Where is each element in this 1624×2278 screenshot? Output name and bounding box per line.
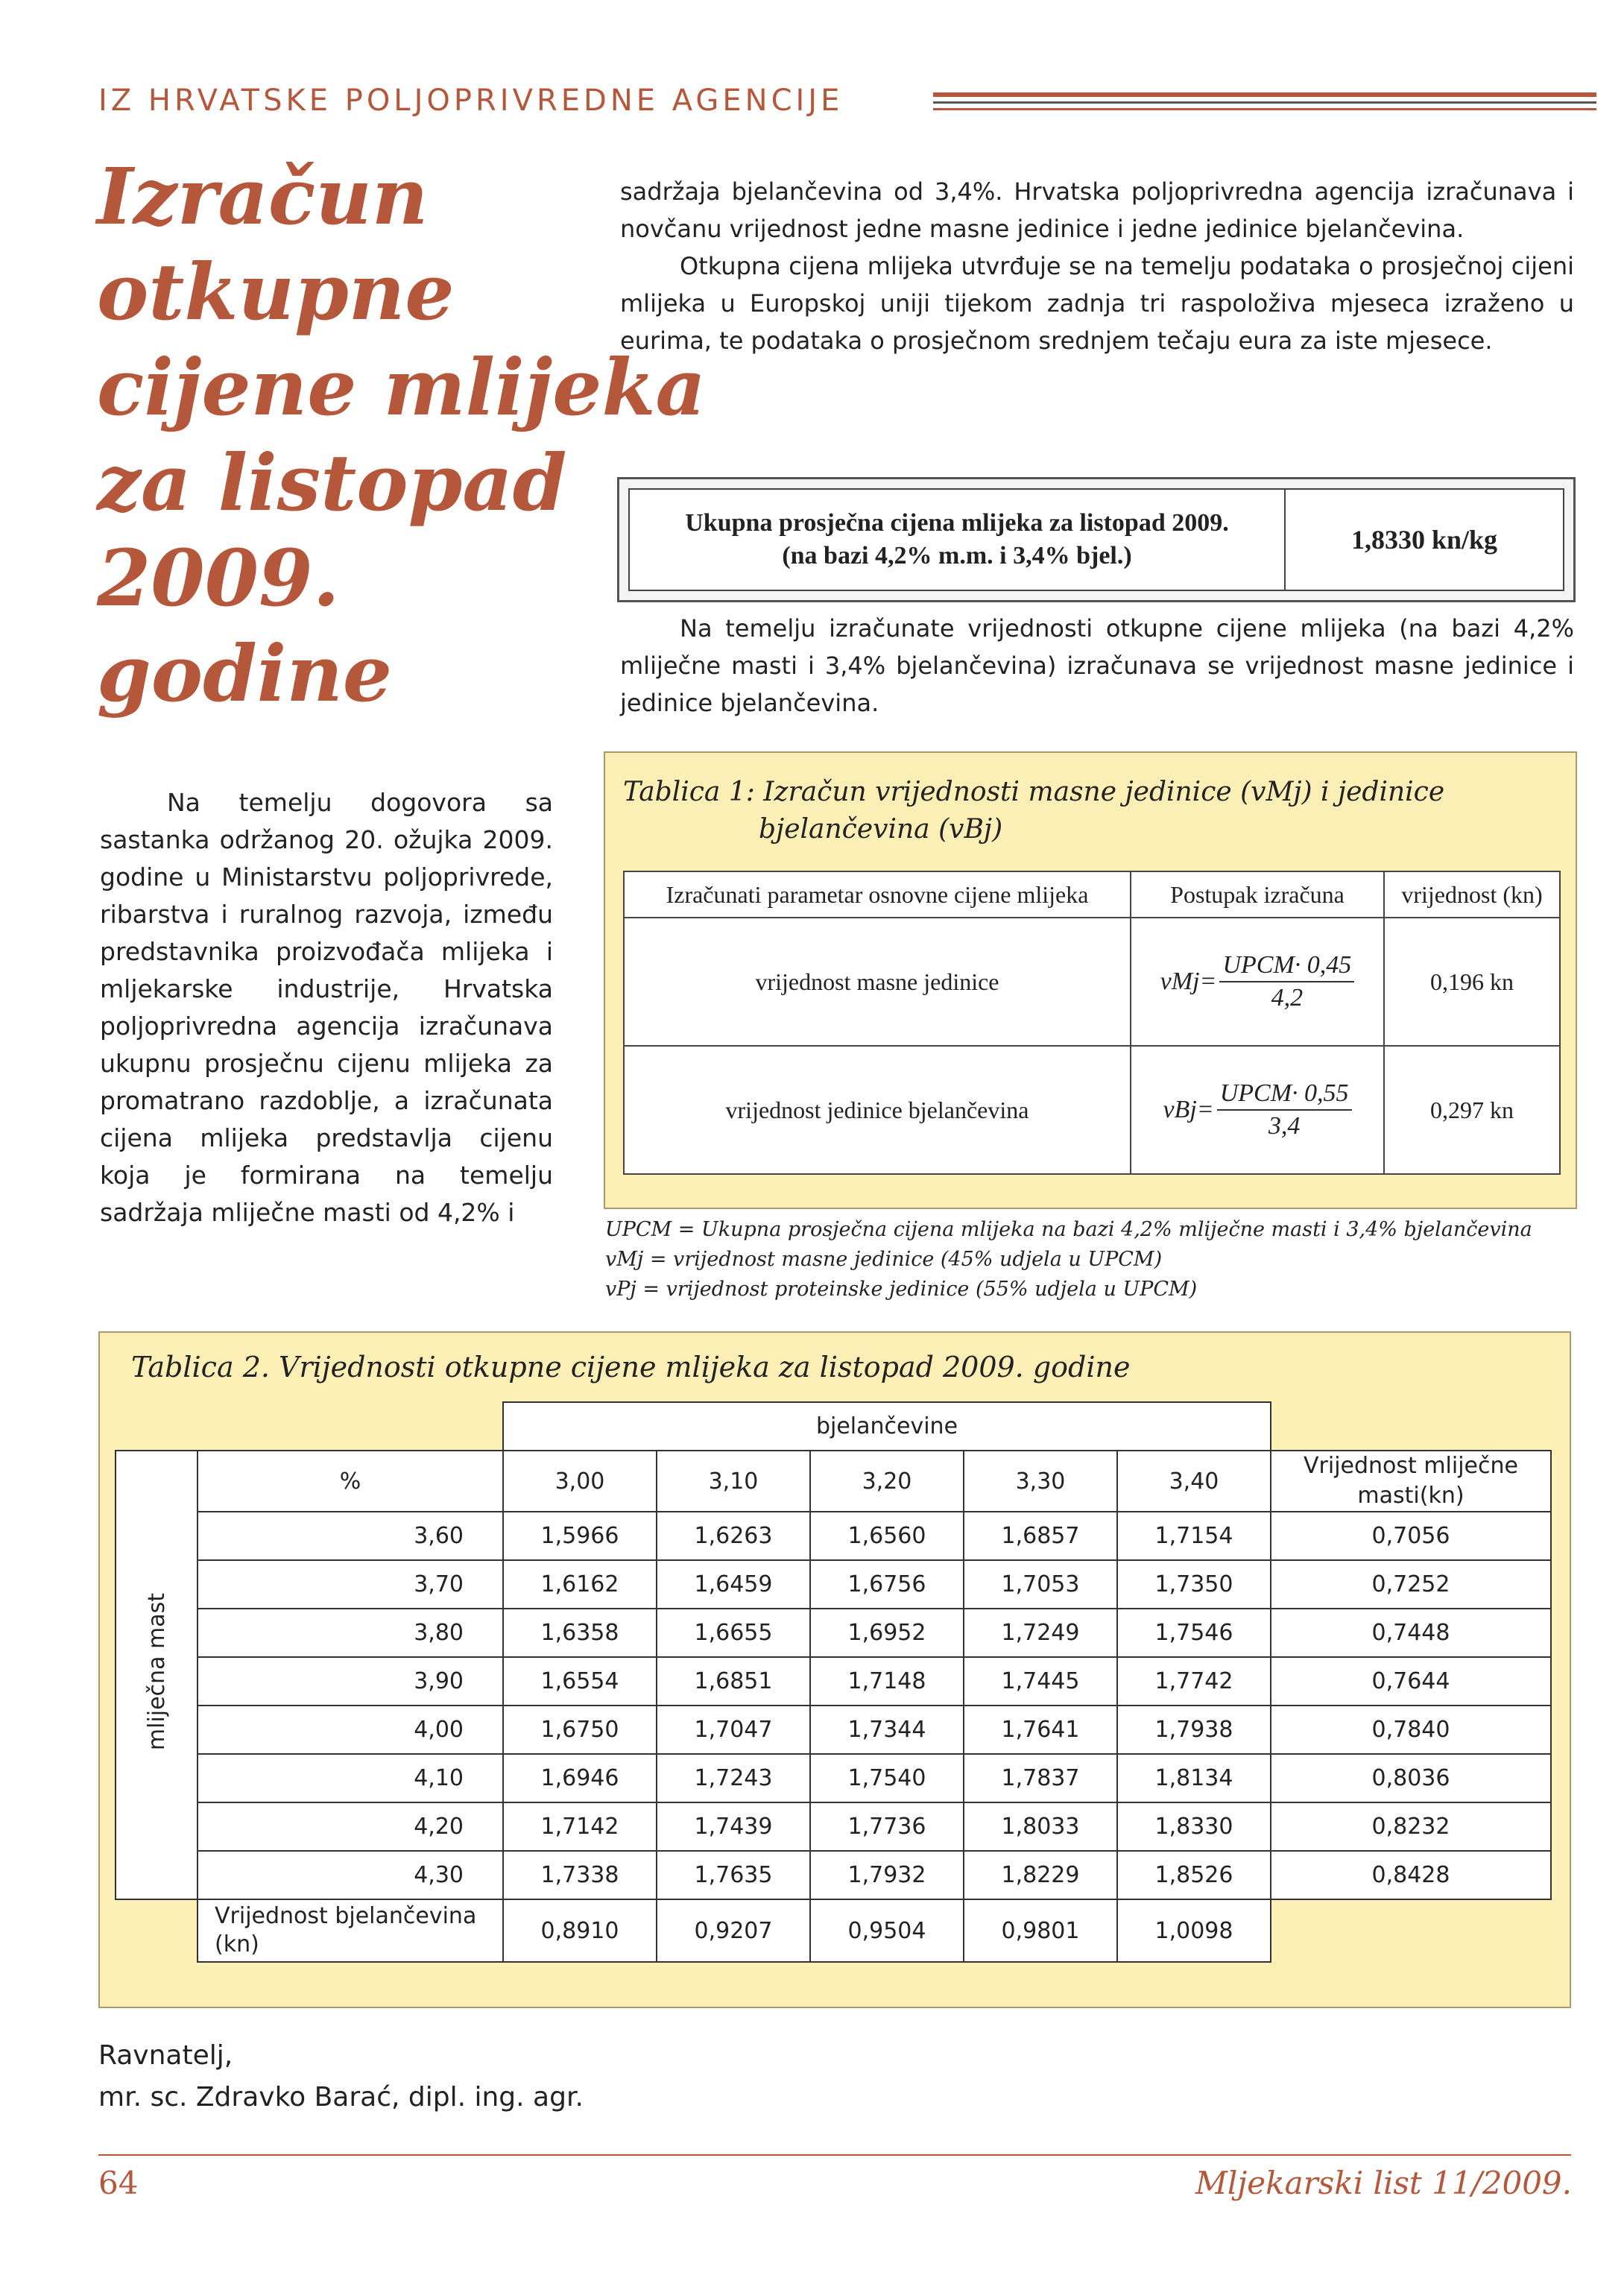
formula-fraction: [1219, 951, 1354, 1012]
protein-col-header: 3,10: [657, 1451, 810, 1512]
table-row: [116, 1899, 1551, 1962]
price-cell: 1,6952: [810, 1609, 964, 1657]
table1-legend: [605, 1215, 1574, 1304]
table1-panel: [604, 751, 1577, 1209]
fat-row-label: 3,80: [198, 1609, 503, 1657]
total-price-box: [617, 477, 1576, 602]
section-title: IZ HRVATSKE POLJOPRIVREDNE AGENCIJE: [98, 83, 844, 118]
fat-row-label: 3,70: [198, 1560, 503, 1609]
price-cell: 1,8330: [1117, 1802, 1271, 1851]
legend-line: vPj = vrijednost proteinske jedinice (55% udjela u UPCM): [605, 1278, 1198, 1301]
price-cell: 1,6756: [810, 1560, 964, 1609]
fat-value-cell: 0,7448: [1271, 1609, 1551, 1657]
fat-side-label-text: mliječna mast: [143, 1593, 170, 1751]
legend-line: UPCM = Ukupna prosječna cijena mlijeka na bazi 4,2% mliječne masti i 3,4% bjelančevina: [605, 1218, 1532, 1241]
price-cell: 1,6655: [657, 1609, 810, 1657]
price-cell: 1,8134: [1117, 1754, 1271, 1802]
paragraph-continuation: sadržaja bjelančevina od 3,4%. Hrvatska poljoprivredna agencija izračunava i novčanu vrijednost jedne masne jedinice i jedne jedinice bjelančevina.: [620, 177, 1574, 243]
table2-title: Tablica 2. Vrijednosti otkupne cijene mlijeka za listopad 2009. godine: [131, 1351, 1131, 1383]
blank-cell: [116, 1899, 198, 1962]
price-cell: 1,6851: [657, 1657, 810, 1706]
fat-row-label: 4,10: [198, 1754, 503, 1802]
protein-value-cell: 0,9801: [964, 1899, 1117, 1962]
table1-title: [623, 774, 1555, 848]
price-cell: 1,6857: [964, 1512, 1117, 1560]
fat-value-cell: 0,7840: [1271, 1706, 1551, 1754]
price-cell: 1,7641: [964, 1706, 1117, 1754]
price-cell: 1,8229: [964, 1851, 1117, 1899]
price-cell: 1,6162: [503, 1560, 657, 1609]
protein-group-header: bjelančevine: [503, 1402, 1271, 1451]
table-header-row: [624, 871, 1560, 918]
blank-cell: [1271, 1402, 1551, 1451]
body-paragraph: [620, 173, 1574, 359]
intro-paragraph: Na temelju dogovora sa sastanka održanog 20. ožujka 2009. godine u Ministarstvu poljoprivrede, ribarstva i ruralnog razvoja, između predstavnika proizvođača mlijeka i mljekarske industrije, Hrvatska poljoprivredna agencija izračunava ukupnu prosječnu cijenu mlijeka za promatrano razdoblje, a izračunata cijena mlijeka predstavlja cijenu koja je formirana na temelju sadržaja mliječne masti od 4,2% i: [100, 788, 553, 1227]
page-number: 64: [98, 2165, 139, 2201]
table-row: [116, 1560, 1551, 1609]
formula: [1163, 1079, 1351, 1140]
formula-numerator: UPCM· 0,45: [1219, 951, 1354, 982]
article-title: [97, 149, 706, 722]
protein-col-header: 3,20: [810, 1451, 964, 1512]
table1-title-line2: bjelančevina (vBj): [759, 814, 1003, 845]
fat-row-label: 3,60: [198, 1512, 503, 1560]
formula-lhs: vMj=: [1160, 968, 1217, 995]
fat-side-label: [116, 1451, 198, 1899]
protein-col-header: 3,00: [503, 1451, 657, 1512]
table-row: [116, 1754, 1551, 1802]
price-cell: 1,8526: [1117, 1851, 1271, 1899]
price-cell: 1,7837: [964, 1754, 1117, 1802]
fat-value-cell: 0,7644: [1271, 1657, 1551, 1706]
protein-value-cell: 0,9504: [810, 1899, 964, 1962]
price-cell: 1,5966: [503, 1512, 657, 1560]
header-rule: [933, 101, 1596, 104]
table1-title-line1: Tablica 1: Izračun vrijednosti masne jedinice (vMj) i jedinice: [623, 777, 1445, 807]
protein-value-cell: 1,0098: [1117, 1899, 1271, 1962]
price-cell: 1,7243: [657, 1754, 810, 1802]
paragraph-indented: Otkupna cijena mlijeka utvrđuje se na temelju podataka o prosječnoj cijeni mlijeka u Europskoj uniji tijekom zadnja tri raspoloživa mjeseca izraženo u eurima, te podataka o prosječnom srednjem tečaju eura za iste mjesece.: [620, 252, 1574, 355]
table-row: [116, 1802, 1551, 1851]
protein-col-header: 3,40: [1117, 1451, 1271, 1512]
title-line: Izračun: [97, 151, 429, 242]
table1: [623, 871, 1561, 1175]
table1-value: 0,297 kn: [1384, 1046, 1560, 1174]
table-row: [624, 1046, 1560, 1174]
table-row: [116, 1851, 1551, 1899]
footer-rule: [98, 2154, 1571, 2156]
price-cell: 1,6560: [810, 1512, 964, 1560]
price-cell: 1,6750: [503, 1706, 657, 1754]
blank-cell: [116, 1402, 198, 1451]
title-line: za listopad: [97, 437, 567, 529]
formula-denominator: 4,2: [1271, 984, 1304, 1012]
table-header-row: [116, 1451, 1551, 1512]
protein-value-label: Vrijednost bjelančevina (kn): [198, 1899, 503, 1962]
price-cell: 1,7932: [810, 1851, 964, 1899]
table1-param: vrijednost masne jedinice: [624, 918, 1131, 1046]
table1-formula: [1131, 1046, 1384, 1174]
title-line: godine: [97, 628, 393, 719]
price-cell: 1,6946: [503, 1754, 657, 1802]
title-line: 2009.: [97, 532, 340, 624]
publication-title: Mljekarski list 11/2009.: [1195, 2165, 1572, 2201]
price-cell: 1,6459: [657, 1560, 810, 1609]
price-cell: 1,6554: [503, 1657, 657, 1706]
fat-row-label: 4,30: [198, 1851, 503, 1899]
price-cell: 1,7142: [503, 1802, 657, 1851]
table-row: [116, 1609, 1551, 1657]
fat-value-cell: 0,8036: [1271, 1754, 1551, 1802]
fat-value-cell: 0,8232: [1271, 1802, 1551, 1851]
table-row: [116, 1512, 1551, 1560]
protein-value-cell: 0,8910: [503, 1899, 657, 1962]
price-cell: 1,6263: [657, 1512, 810, 1560]
price-cell: 1,7154: [1117, 1512, 1271, 1560]
body-paragraph: Na temelju izračunate vrijednosti otkupne cijene mlijeka (na bazi 4,2% mliječne masti i 3,4% bjelančevina) izračunava se vrijednost masne jedinice i jedinice bjelančevina.: [620, 614, 1574, 717]
price-cell: 1,7439: [657, 1802, 810, 1851]
fat-value-cell: 0,7056: [1271, 1512, 1551, 1560]
table1-header: Postupak izračuna: [1131, 871, 1384, 918]
section-header: [98, 83, 1596, 121]
price-cell: 1,7053: [964, 1560, 1117, 1609]
header-rule: [933, 92, 1596, 97]
price-cell: 1,7344: [810, 1706, 964, 1754]
price-cell: 1,7047: [657, 1706, 810, 1754]
price-cell: 1,7148: [810, 1657, 964, 1706]
price-cell: 1,7249: [964, 1609, 1117, 1657]
price-cell: 1,7540: [810, 1754, 964, 1802]
price-cell: 1,7938: [1117, 1706, 1271, 1754]
signature-name: mr. sc. Zdravko Barać, dipl. ing. agr.: [98, 2082, 584, 2113]
price-cell: 1,7445: [964, 1657, 1117, 1706]
signature-block: [98, 2035, 584, 2118]
fat-row-label: 4,00: [198, 1706, 503, 1754]
header-rule: [933, 108, 1596, 110]
title-line: otkupne: [97, 246, 455, 338]
blank-cell: [1271, 1899, 1551, 1962]
price-cell: 1,8033: [964, 1802, 1117, 1851]
price-cell: 1,7742: [1117, 1657, 1271, 1706]
total-price-table: [628, 488, 1564, 591]
table1-formula: [1131, 918, 1384, 1046]
total-price-label: [630, 490, 1286, 590]
table1-header: Izračunati parametar osnovne cijene mlijeka: [624, 871, 1131, 918]
price-cell: 1,7736: [810, 1802, 964, 1851]
total-price-label-line1: Ukupna prosječna cijena mlijeka za listopad 2009.: [685, 509, 1229, 537]
fat-value-cell: 0,8428: [1271, 1851, 1551, 1899]
table-header-row: [116, 1402, 1551, 1451]
price-cell: 1,7350: [1117, 1560, 1271, 1609]
fat-value-cell: 0,7252: [1271, 1560, 1551, 1609]
fat-row-label: 4,20: [198, 1802, 503, 1851]
price-cell: 1,7635: [657, 1851, 810, 1899]
fat-value-header: Vrijednost mliječne masti(kn): [1271, 1451, 1551, 1512]
protein-col-header: 3,30: [964, 1451, 1117, 1512]
table1-value: 0,196 kn: [1384, 918, 1560, 1046]
total-price-label-line2: (na bazi 4,2% m.m. i 3,4% bjel.): [782, 542, 1132, 570]
table-row: [116, 1657, 1551, 1706]
total-price-value: 1,8330 kn/kg: [1350, 525, 1498, 555]
price-cell: 1,7546: [1117, 1609, 1271, 1657]
formula: [1160, 951, 1355, 1012]
formula-lhs: vBj=: [1163, 1096, 1214, 1123]
price-cell: 1,7338: [503, 1851, 657, 1899]
table2-panel: [98, 1331, 1571, 2008]
signature-role: Ravnatelj,: [98, 2040, 233, 2071]
blank-cell: [198, 1402, 503, 1451]
table2: [115, 1401, 1552, 1963]
percent-corner: %: [198, 1451, 503, 1512]
formula-numerator: UPCM· 0,55: [1217, 1079, 1352, 1111]
formula-denominator: 3,4: [1268, 1112, 1301, 1140]
protein-value-cell: 0,9207: [657, 1899, 810, 1962]
title-line: cijene mlijeka: [97, 341, 706, 433]
table-row: [624, 918, 1560, 1046]
legend-line: vMj = vrijednost masne jedinice (45% udjela u UPCM): [605, 1248, 1163, 1271]
price-cell: 1,6358: [503, 1609, 657, 1657]
table1-header: vrijednost (kn): [1384, 871, 1560, 918]
table1-param: vrijednost jedinice bjelančevina: [624, 1046, 1131, 1174]
table-row: [116, 1706, 1551, 1754]
formula-fraction: [1217, 1079, 1352, 1140]
fat-row-label: 3,90: [198, 1657, 503, 1706]
